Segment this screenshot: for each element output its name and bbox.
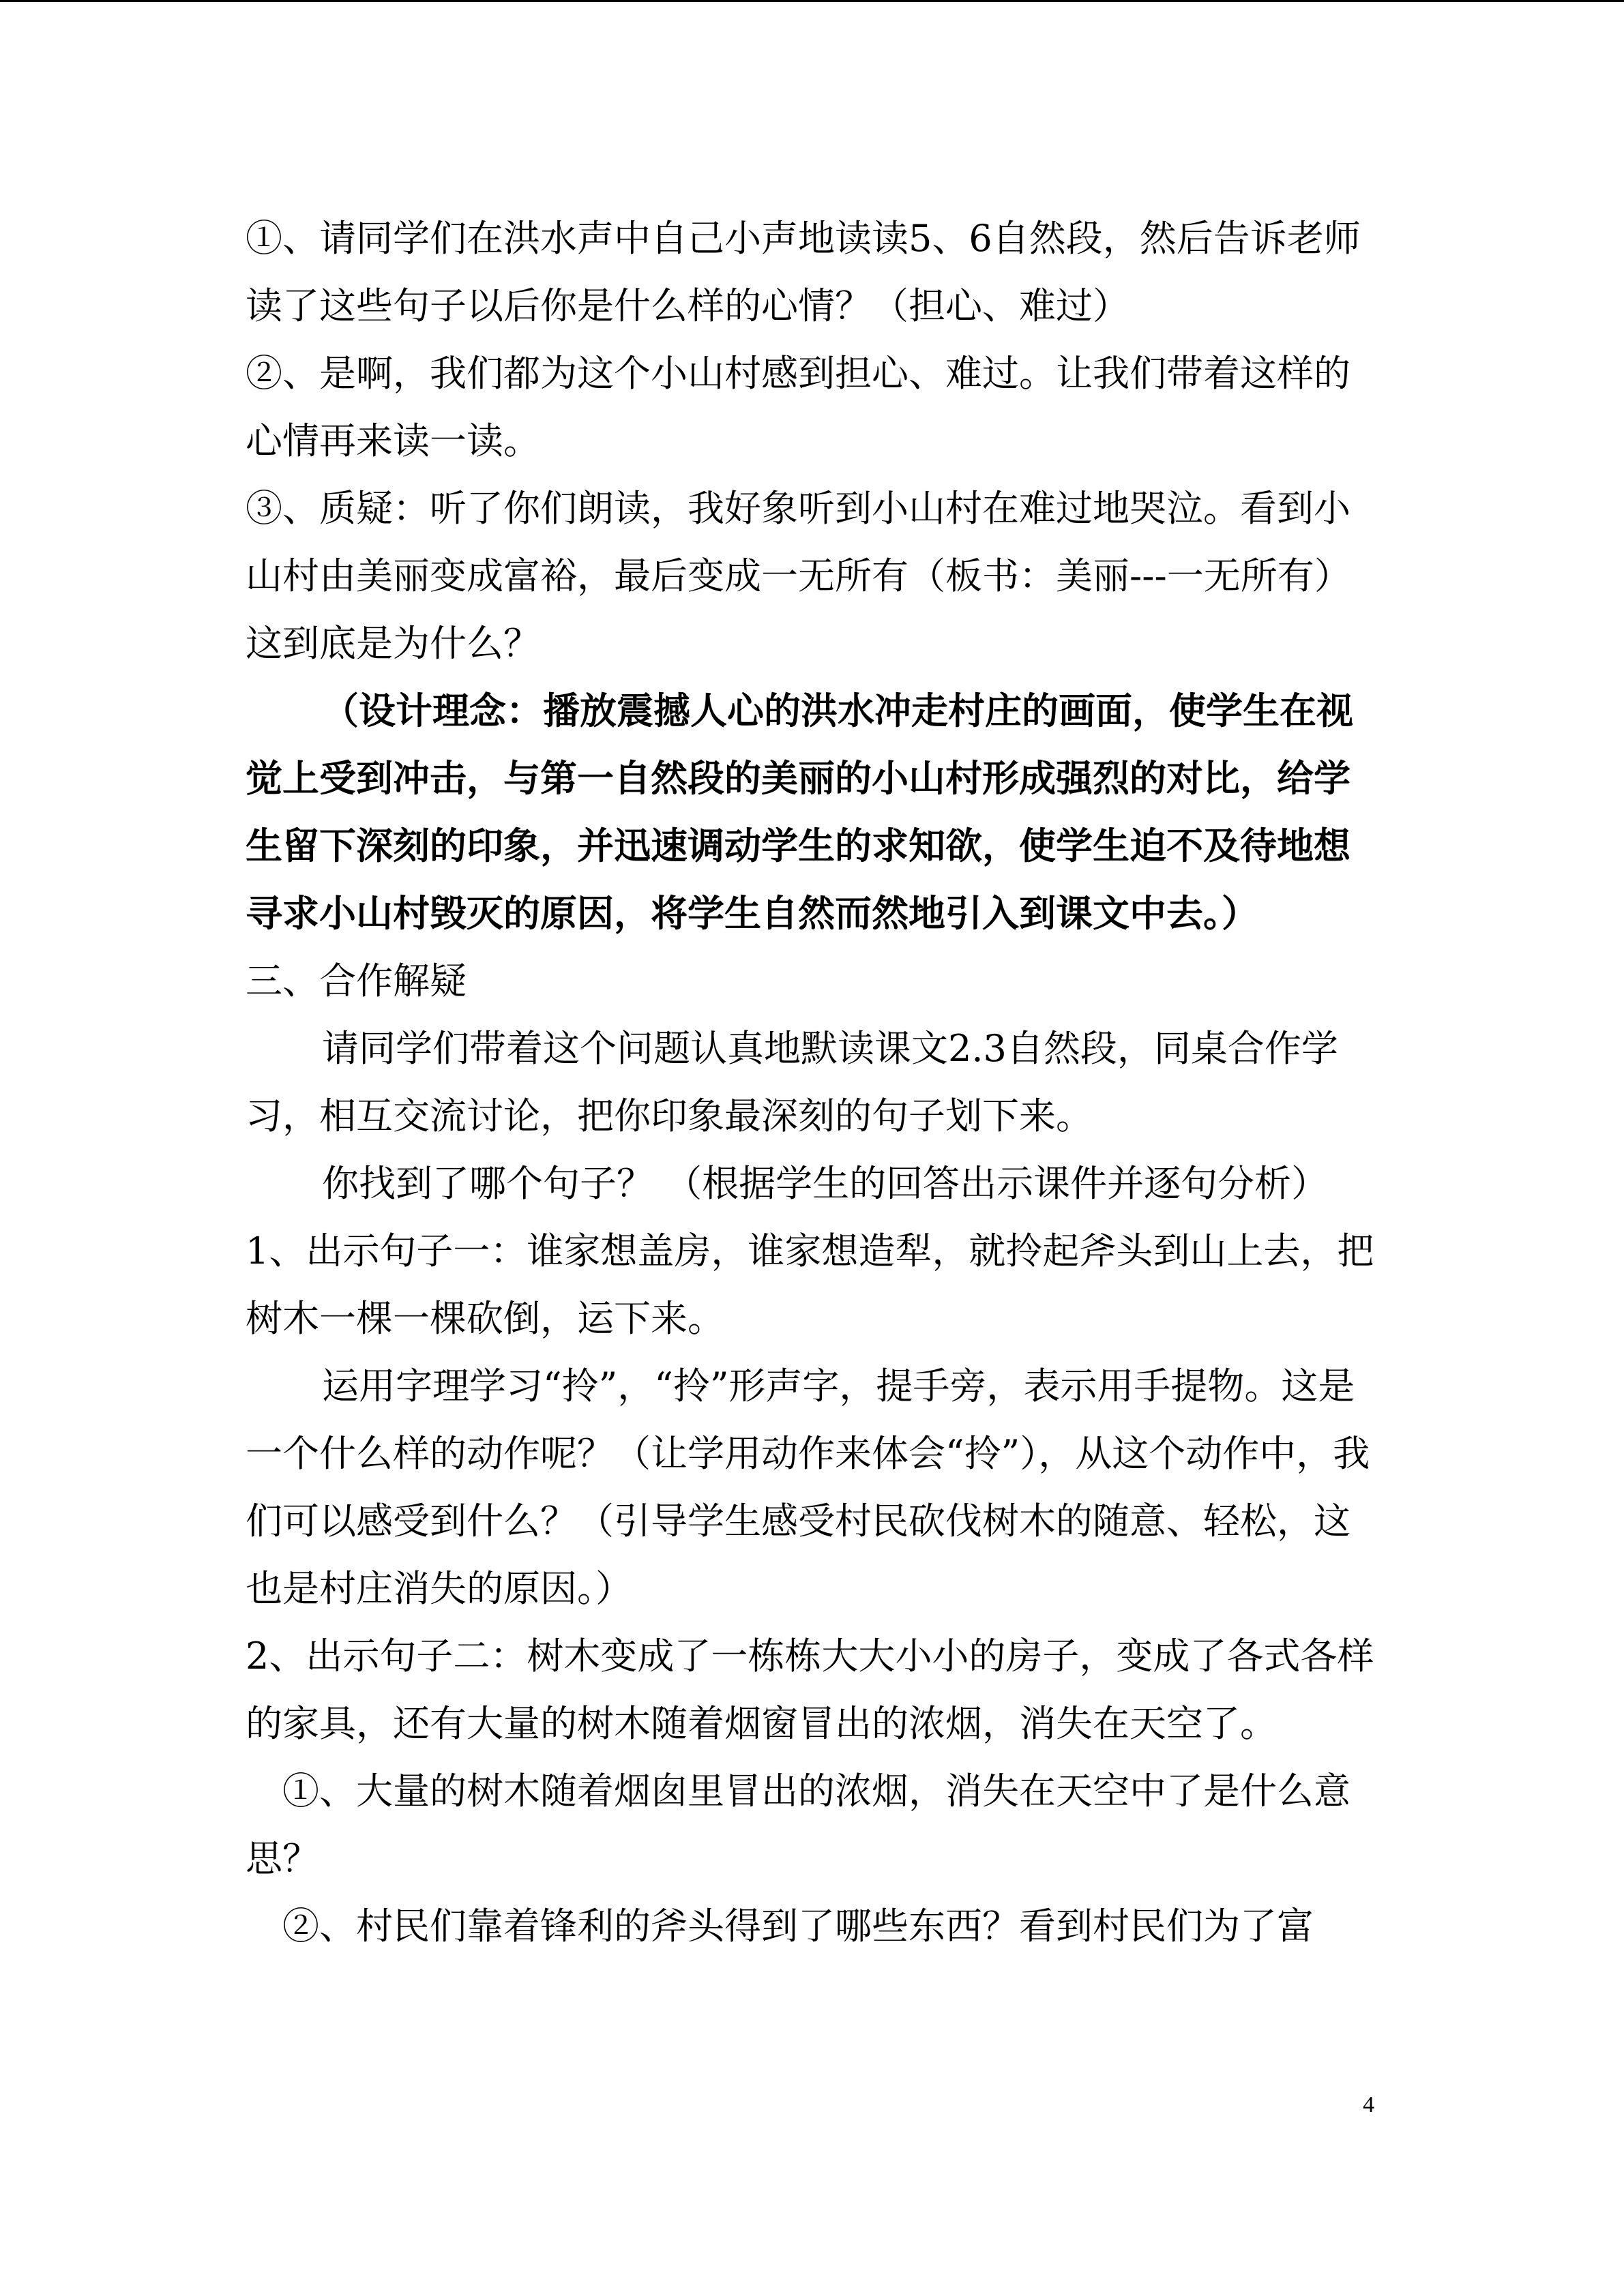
paragraph-subquestion-1: ①、大量的树木随着烟囱里冒出的浓烟，消失在天空中了是什么意思？ — [246, 1770, 1350, 1880]
paragraph-sentence-two: 2、出示句子二：树木变成了一栋栋大大小小的房子，变成了各式各样的家具，还有大量的树木随着烟窗冒出的浓烟，消失在天空了。 — [246, 1635, 1374, 1745]
paragraph-sentence-one: 1、出示句子一：谁家想盖房，谁家想造犁，就拎起斧头到山上去，把树木一棵一棵砍倒，运下来。 — [246, 1229, 1374, 1340]
document-body — [246, 205, 1385, 1960]
paragraph-question-3: ③、质疑：听了你们朗读，我好象听到小山村在难过地哭泣。看到小山村由美丽变成富裕，最后变成一无所有（板书：美丽---一无所有）这到底是为什么？ — [246, 487, 1351, 665]
paragraph-design-concept: （设计理念：播放震撼人心的洪水冲走村庄的画面，使学生在视觉上受到冲击，与第一自然段的美丽的小山村形成强烈的对比，给学生留下深刻的印象，并迅速调动学生的求知欲，使学生迫不及待地想寻求小山村毁灭的原因，将学生自然而然地引入到课文中去。） — [246, 689, 1353, 935]
paragraph-find-sentence: 你找到了哪个句子？ （根据学生的回答出示课件并逐句分析） — [322, 1162, 1329, 1205]
page-number: 4 — [1363, 2092, 1374, 2117]
paragraph-instruction: 请同学们带着这个问题认真地默读课文2.3自然段，同桌合作学习，相互交流讨论，把你印象最深刻的句子划下来。 — [246, 1027, 1338, 1137]
paragraph-question-1: ①、请同学们在洪水声中自己小声地读读5、6自然段，然后告诉老师读了这些句子以后你是什么样的心情？（担心、难过） — [246, 217, 1361, 327]
page-top-border — [0, 0, 1624, 2]
paragraph-subquestion-2: ②、村民们靠着锋利的斧头得到了哪些东西？看到村民们为了富 — [282, 1905, 1314, 1948]
paragraph-word-analysis: 运用字理学习“拎”，“拎”形声字，提手旁，表示用手提物。这是一个什么样的动作呢？（让学用动作来体会“拎”），从这个动作中，我们可以感受到什么？（引导学生感受村民砍伐树木的随意、轻松，这也是村庄消失的原因。） — [246, 1365, 1370, 1610]
paragraph-question-2: ②、是啊，我们都为这个小山村感到担心、难过。让我们带着这样的心情再来读一读。 — [246, 352, 1350, 462]
section-heading-cooperative: 三、合作解疑 — [246, 959, 467, 1002]
